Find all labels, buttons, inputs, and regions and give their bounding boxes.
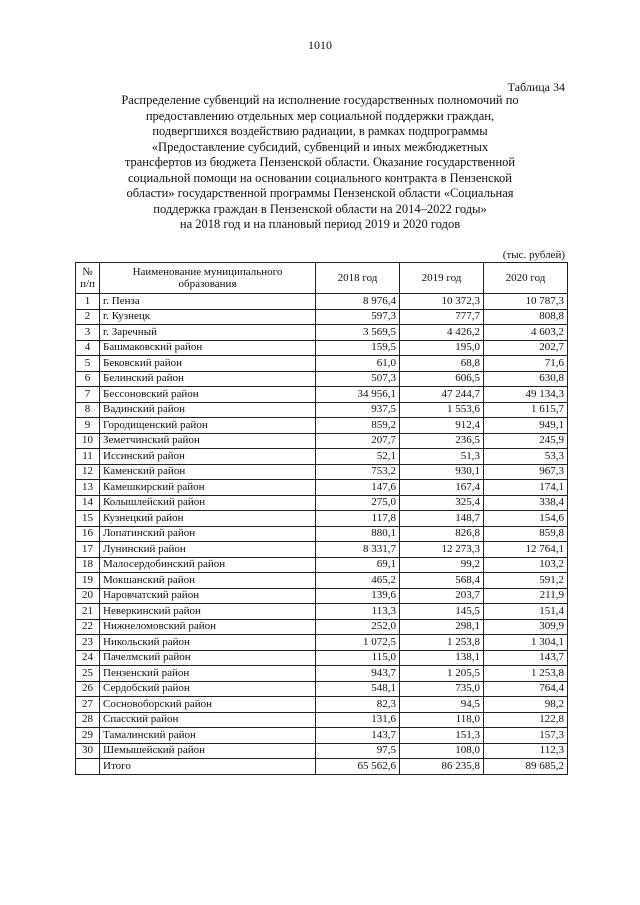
municipality-name: Малосердобинский район [100, 557, 316, 573]
page-number: 1010 [308, 38, 332, 52]
municipality-name: Иссинский район [100, 449, 316, 465]
units-label: (тыс. рублей) [502, 249, 565, 261]
value-2019: 10 372,3 [400, 294, 484, 310]
municipality-name: г. Пенза [100, 294, 316, 310]
value-2020: 967,3 [484, 464, 568, 480]
value-2020: 151,4 [484, 604, 568, 620]
municipality-name: Белинский район [100, 371, 316, 387]
municipality-name: Лунинский район [100, 542, 316, 558]
value-2020: 154,6 [484, 511, 568, 527]
row-number: 5 [76, 356, 100, 372]
value-2019: 606,5 [400, 371, 484, 387]
row-number: 12 [76, 464, 100, 480]
row-number: 21 [76, 604, 100, 620]
row-number: 11 [76, 449, 100, 465]
row-number: 29 [76, 728, 100, 744]
value-2018: 115,0 [316, 650, 400, 666]
value-2018: 3 569,5 [316, 325, 400, 341]
row-number: 14 [76, 495, 100, 511]
value-2018: 52,1 [316, 449, 400, 465]
municipality-name: Башмаковский район [100, 340, 316, 356]
subvention-table [75, 262, 568, 775]
value-2018: 597,3 [316, 309, 400, 325]
value-2020: 49 134,3 [484, 387, 568, 403]
row-number: 10 [76, 433, 100, 449]
table-row [76, 356, 568, 372]
table-row [76, 418, 568, 434]
total-2020: 89 685,2 [484, 759, 568, 775]
table-row [76, 743, 568, 759]
table-row [76, 588, 568, 604]
table-row [76, 712, 568, 728]
table-body [76, 294, 568, 775]
value-2019: 99,2 [400, 557, 484, 573]
municipality-name: Сердобский район [100, 681, 316, 697]
row-number: 30 [76, 743, 100, 759]
value-2018: 507,3 [316, 371, 400, 387]
value-2019: 735,0 [400, 681, 484, 697]
row-number: 27 [76, 697, 100, 713]
value-2019: 1 553,6 [400, 402, 484, 418]
total-2018: 65 562,6 [316, 759, 400, 775]
row-number: 6 [76, 371, 100, 387]
value-2020: 98,2 [484, 697, 568, 713]
header-2018: 2018 год [316, 263, 400, 294]
total-row [76, 759, 568, 775]
value-2020: 1 304,1 [484, 635, 568, 651]
row-number: 28 [76, 712, 100, 728]
value-2020: 808,8 [484, 309, 568, 325]
table-label: Таблица 34 [507, 80, 565, 94]
title-line: «Предоставление субсидий, субвенций и иных межбюджетных [151, 139, 489, 154]
title-line: подвергшихся воздействию радиации, в рамках подпрограммы [152, 124, 488, 138]
value-2019: 145,5 [400, 604, 484, 620]
table-row [76, 495, 568, 511]
table-row [76, 526, 568, 542]
value-2018: 139,6 [316, 588, 400, 604]
value-2018: 8 976,4 [316, 294, 400, 310]
value-2019: 151,3 [400, 728, 484, 744]
value-2018: 548,1 [316, 681, 400, 697]
header-name: Наименование муниципального образования [100, 263, 316, 294]
municipality-name: Вадинский район [100, 402, 316, 418]
municipality-name: Спасский район [100, 712, 316, 728]
value-2020: 630,8 [484, 371, 568, 387]
row-number: 17 [76, 542, 100, 558]
municipality-name: Пачелмский район [100, 650, 316, 666]
row-number: 23 [76, 635, 100, 651]
municipality-name: Колышлейский район [100, 495, 316, 511]
municipality-name: Никольский район [100, 635, 316, 651]
table-row [76, 573, 568, 589]
value-2018: 207,7 [316, 433, 400, 449]
table-row [76, 464, 568, 480]
title-line: на 2018 год и на плановый период 2019 и 2020 годов [179, 217, 461, 231]
value-2020: 112,3 [484, 743, 568, 759]
row-number: 19 [76, 573, 100, 589]
table-row [76, 728, 568, 744]
value-2018: 113,3 [316, 604, 400, 620]
value-2019: 826,8 [400, 526, 484, 542]
municipality-name: Лопатинский район [100, 526, 316, 542]
municipality-name: Городищенский район [100, 418, 316, 434]
table-row [76, 371, 568, 387]
value-2020: 174,1 [484, 480, 568, 496]
value-2018: 8 331,7 [316, 542, 400, 558]
header-num: № п/п [76, 263, 100, 294]
municipality-name: Сосновоборский район [100, 697, 316, 713]
value-2018: 943,7 [316, 666, 400, 682]
title-line: Распределение субвенций на исполнение государственных полномочий по [121, 93, 519, 107]
total-number-cell [76, 759, 100, 775]
municipality-name: Земетчинский район [100, 433, 316, 449]
municipality-name: Кузнецкий район [100, 511, 316, 527]
municipality-name: Бессоновский район [100, 387, 316, 403]
title-line: поддержка граждан в Пензенской области на 2014–2022 годы» [153, 201, 487, 216]
value-2019: 138,1 [400, 650, 484, 666]
table-row [76, 635, 568, 651]
table-row [76, 681, 568, 697]
municipality-name: Неверкинский район [100, 604, 316, 620]
value-2020: 71,6 [484, 356, 568, 372]
row-number: 8 [76, 402, 100, 418]
value-2018: 465,2 [316, 573, 400, 589]
municipality-name: Тамалинский район [100, 728, 316, 744]
table-row [76, 340, 568, 356]
value-2020: 309,9 [484, 619, 568, 635]
municipality-name: Каменский район [100, 464, 316, 480]
document-title [80, 93, 560, 233]
value-2019: 930,1 [400, 464, 484, 480]
table-row [76, 666, 568, 682]
value-2018: 252,0 [316, 619, 400, 635]
value-2019: 148,7 [400, 511, 484, 527]
value-2020: 949,1 [484, 418, 568, 434]
value-2019: 1 205,5 [400, 666, 484, 682]
row-number: 3 [76, 325, 100, 341]
table-row [76, 650, 568, 666]
value-2020: 1 253,8 [484, 666, 568, 682]
value-2018: 859,2 [316, 418, 400, 434]
row-number: 24 [76, 650, 100, 666]
table-row [76, 542, 568, 558]
row-number: 13 [76, 480, 100, 496]
table-row [76, 449, 568, 465]
value-2020: 4 603,2 [484, 325, 568, 341]
value-2018: 82,3 [316, 697, 400, 713]
value-2019: 68,8 [400, 356, 484, 372]
municipality-name: Шемышейский район [100, 743, 316, 759]
value-2018: 61,0 [316, 356, 400, 372]
value-2020: 245,9 [484, 433, 568, 449]
value-2020: 103,2 [484, 557, 568, 573]
value-2018: 275,0 [316, 495, 400, 511]
row-number: 26 [76, 681, 100, 697]
value-2019: 51,3 [400, 449, 484, 465]
table-row [76, 309, 568, 325]
header-2019: 2019 год [400, 263, 484, 294]
value-2019: 118,0 [400, 712, 484, 728]
value-2018: 34 956,1 [316, 387, 400, 403]
title-line: предоставлению отдельных мер социальной поддержки граждан, [145, 108, 495, 123]
value-2018: 131,6 [316, 712, 400, 728]
table-row [76, 402, 568, 418]
row-number: 25 [76, 666, 100, 682]
municipality-name: Камешкирский район [100, 480, 316, 496]
table-row [76, 511, 568, 527]
table-header-row [76, 263, 568, 294]
municipality-name: г. Заречный [100, 325, 316, 341]
value-2020: 122,8 [484, 712, 568, 728]
table-row [76, 433, 568, 449]
title-line: социальной помощи на основании социального контракта в Пензенской [127, 170, 512, 185]
municipality-name: г. Кузнецк [100, 309, 316, 325]
value-2019: 236,5 [400, 433, 484, 449]
municipality-name: Нижнеломовский район [100, 619, 316, 635]
value-2018: 69,1 [316, 557, 400, 573]
value-2018: 753,2 [316, 464, 400, 480]
value-2019: 912,4 [400, 418, 484, 434]
table-row [76, 294, 568, 310]
row-number: 18 [76, 557, 100, 573]
value-2018: 159,5 [316, 340, 400, 356]
table-row [76, 325, 568, 341]
row-number: 20 [76, 588, 100, 604]
value-2020: 53,3 [484, 449, 568, 465]
value-2018: 880,1 [316, 526, 400, 542]
value-2019: 298,1 [400, 619, 484, 635]
value-2018: 117,8 [316, 511, 400, 527]
municipality-name: Наровчатский район [100, 588, 316, 604]
table-row [76, 604, 568, 620]
value-2019: 568,4 [400, 573, 484, 589]
header-2020: 2020 год [484, 263, 568, 294]
row-number: 4 [76, 340, 100, 356]
value-2018: 1 072,5 [316, 635, 400, 651]
municipality-name: Бековский район [100, 356, 316, 372]
table-row [76, 619, 568, 635]
value-2019: 325,4 [400, 495, 484, 511]
title-line: области» государственной программы Пензенской области «Социальная [126, 186, 514, 200]
table-row [76, 387, 568, 403]
value-2019: 4 426,2 [400, 325, 484, 341]
value-2020: 591,2 [484, 573, 568, 589]
value-2020: 143,7 [484, 650, 568, 666]
value-2018: 937,5 [316, 402, 400, 418]
value-2020: 157,3 [484, 728, 568, 744]
value-2019: 167,4 [400, 480, 484, 496]
value-2019: 203,7 [400, 588, 484, 604]
total-label: Итого [100, 759, 316, 775]
row-number: 15 [76, 511, 100, 527]
value-2019: 1 253,8 [400, 635, 484, 651]
total-2019: 86 235,8 [400, 759, 484, 775]
row-number: 16 [76, 526, 100, 542]
municipality-name: Мокшанский район [100, 573, 316, 589]
value-2018: 97,5 [316, 743, 400, 759]
value-2019: 94,5 [400, 697, 484, 713]
table-row [76, 697, 568, 713]
value-2018: 147,6 [316, 480, 400, 496]
table-row [76, 480, 568, 496]
row-number: 1 [76, 294, 100, 310]
value-2020: 1 615,7 [484, 402, 568, 418]
value-2018: 143,7 [316, 728, 400, 744]
row-number: 9 [76, 418, 100, 434]
value-2020: 859,8 [484, 526, 568, 542]
value-2019: 195,0 [400, 340, 484, 356]
value-2019: 47 244,7 [400, 387, 484, 403]
row-number: 2 [76, 309, 100, 325]
municipality-name: Пензенский район [100, 666, 316, 682]
value-2019: 108,0 [400, 743, 484, 759]
value-2020: 12 764,1 [484, 542, 568, 558]
value-2020: 338,4 [484, 495, 568, 511]
value-2020: 202,7 [484, 340, 568, 356]
value-2019: 12 273,3 [400, 542, 484, 558]
value-2019: 777,7 [400, 309, 484, 325]
value-2020: 10 787,3 [484, 294, 568, 310]
table-row [76, 557, 568, 573]
value-2020: 764,4 [484, 681, 568, 697]
title-line: трансфертов из бюджета Пензенской области. Оказание государственной [124, 155, 516, 169]
row-number: 22 [76, 619, 100, 635]
row-number: 7 [76, 387, 100, 403]
value-2020: 211,9 [484, 588, 568, 604]
